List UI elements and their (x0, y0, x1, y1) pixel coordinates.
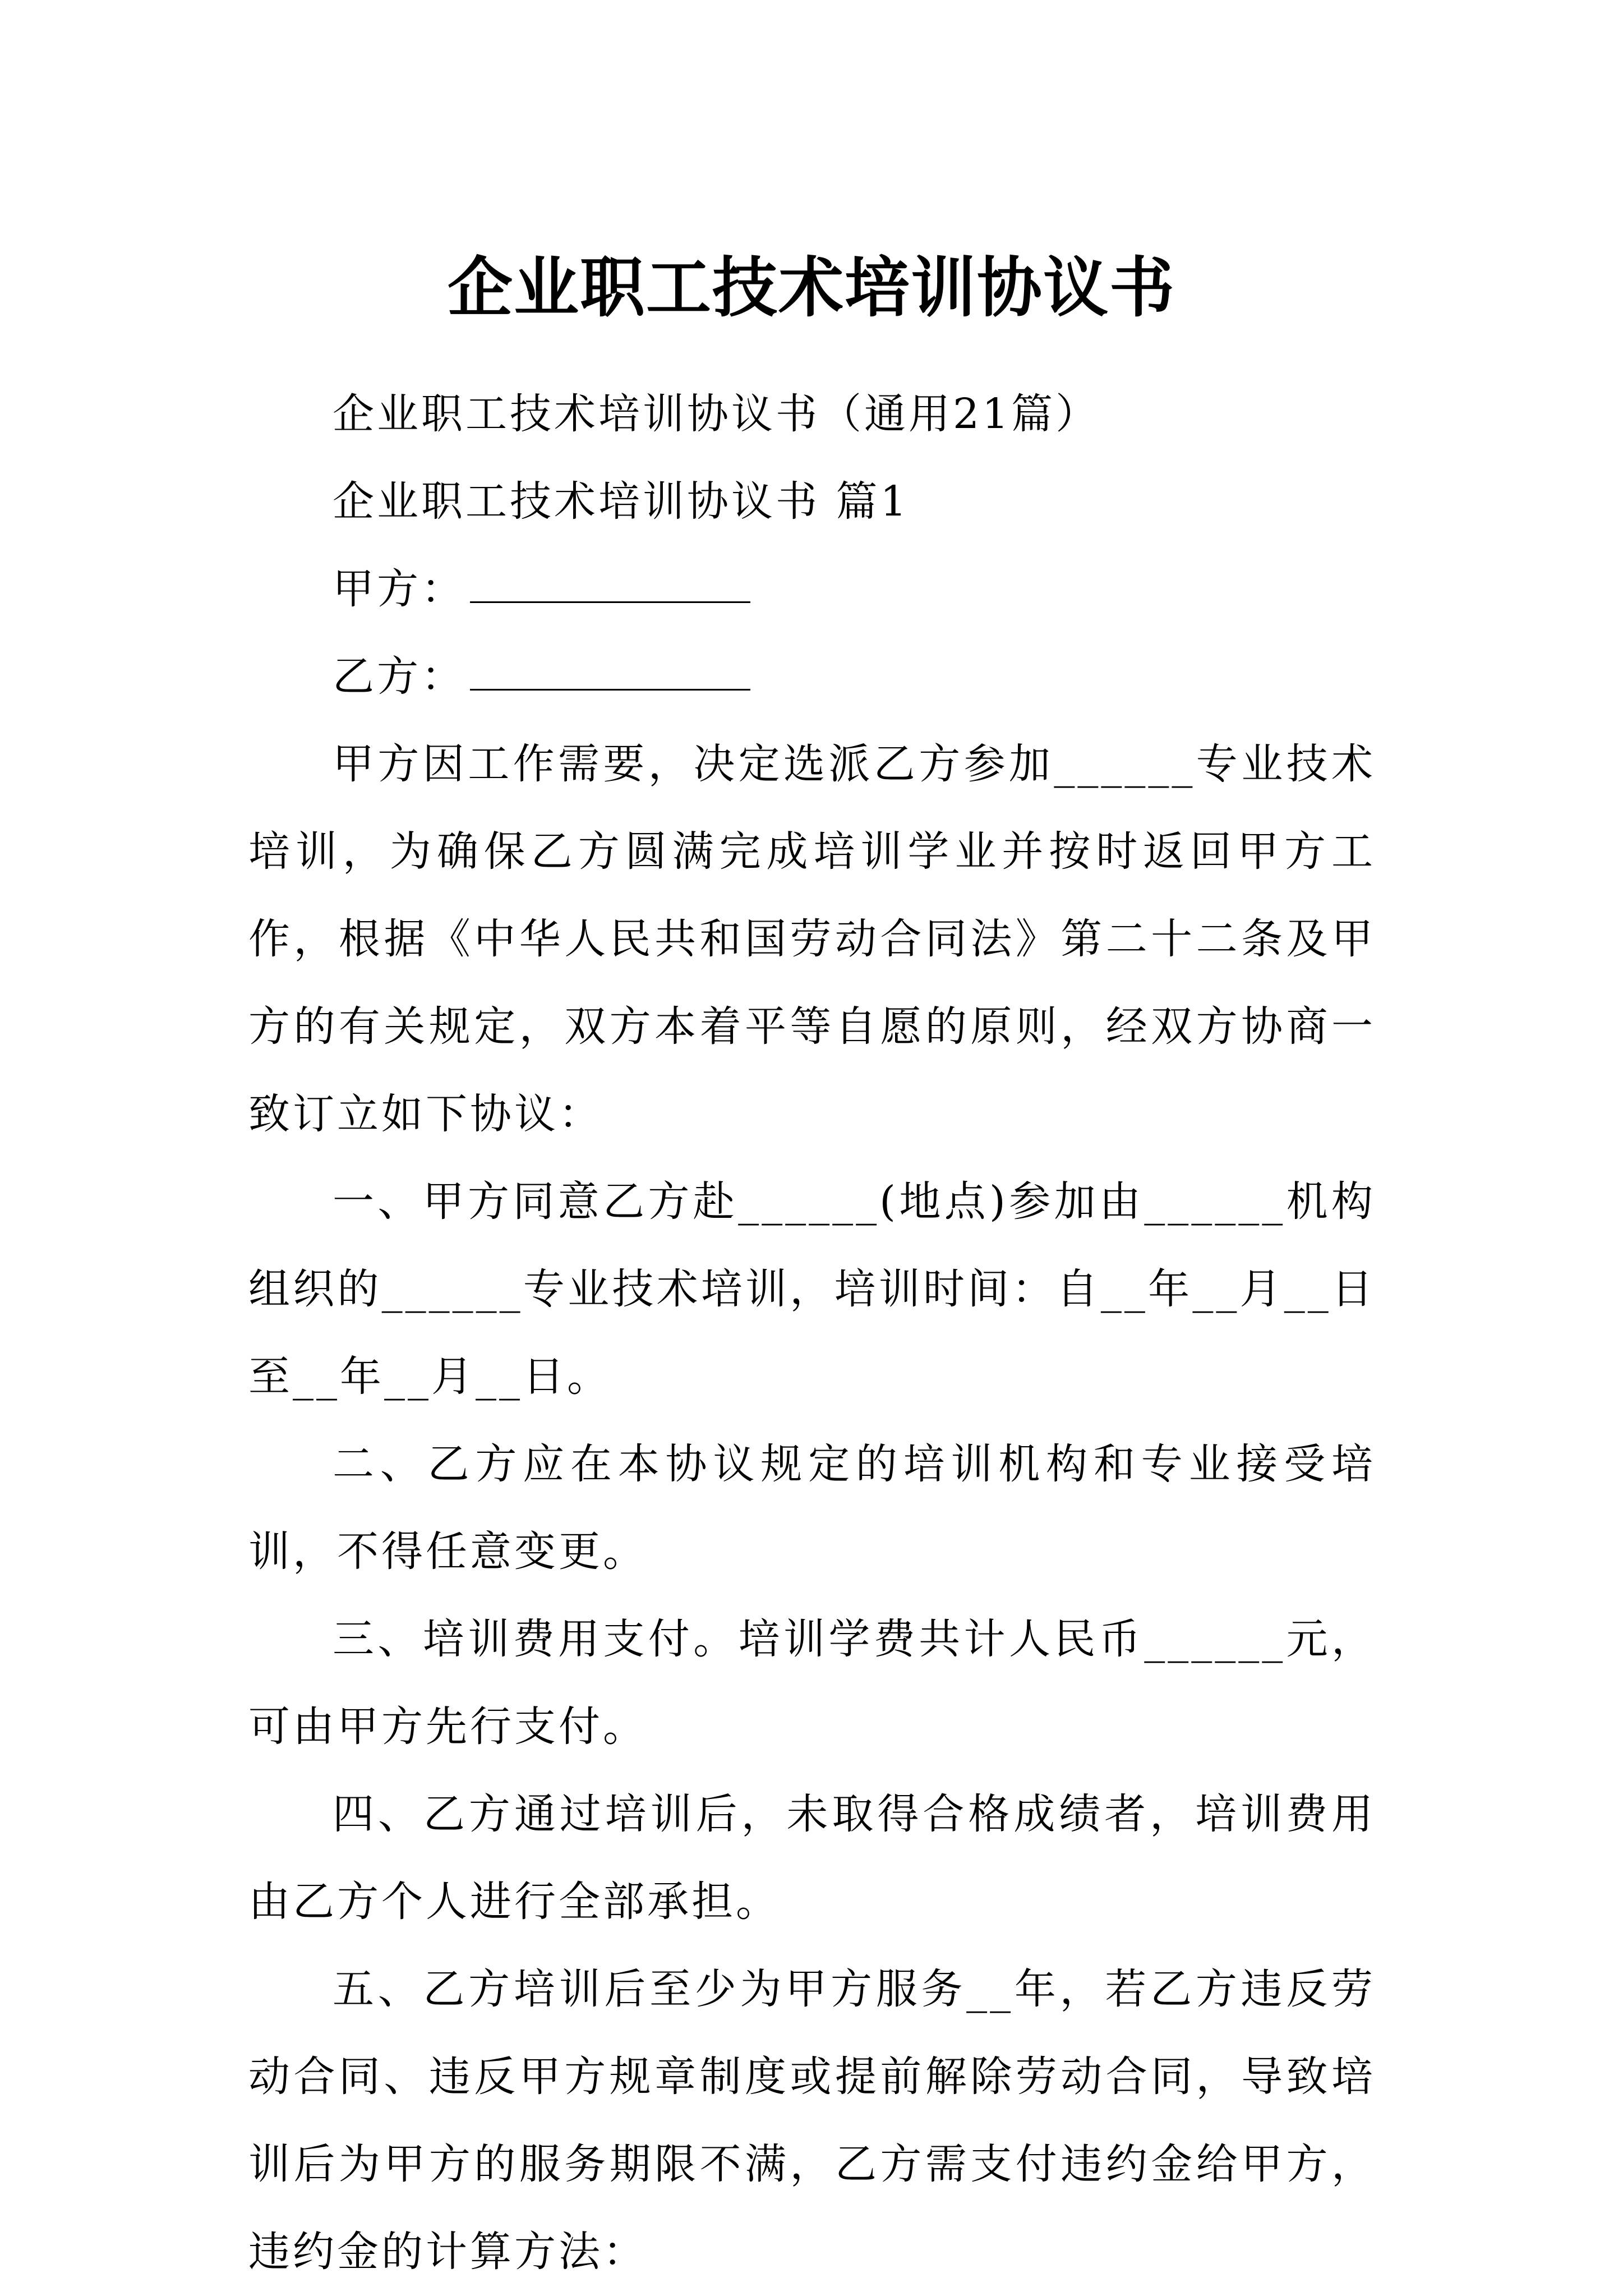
document-title: 企业职工技术培训协议书 (448, 249, 1175, 326)
party-b-line (248, 633, 1376, 720)
section-heading: 企业职工技术培训协议书 篇1 (333, 477, 910, 526)
paragraph-clause-4: 四、乙方通过培训后，未取得合格成绩者，培训费用由乙方个人进行全部承担。 (248, 1790, 1376, 1926)
paragraph-clause-2: 二、乙方应在本协议规定的培训机构和专业接受培训，不得任意变更。 (248, 1440, 1376, 1576)
document-body (248, 370, 1376, 2295)
party-b-label: 乙方： (333, 652, 465, 701)
paragraph-clause-1: 一、甲方同意乙方赴______(地点)参加由______机构组织的______专业技术培训，培训时间：自__年__月__日至__年__月__日。 (248, 1177, 1376, 1401)
party-a-line (248, 545, 1376, 633)
party-a-label: 甲方： (333, 565, 465, 613)
paragraph-clause-5: 五、乙方培训后至少为甲方服务__年，若乙方违反劳动合同、违反甲方规章制度或提前解除劳动合同，导致培训后为甲方的服务期限不满，乙方需支付违约金给甲方，违约金的计算方法： (248, 1965, 1376, 2276)
party-a-blank (470, 601, 750, 603)
document-subtitle: 企业职工技术培训协议书（通用21篇） (333, 390, 1100, 438)
party-b-blank (470, 688, 750, 691)
paragraph-intro: 甲方因工作需要，决定选派乙方参加______专业技术培训，为确保乙方圆满完成培训学业并按时返回甲方工作，根据《中华人民共和国劳动合同法》第二十二条及甲方的有关规定，双方本着平等自愿的原则，经双方协商一致订立如下协议： (248, 740, 1376, 1138)
paragraph-clause-3: 三、培训费用支付。培训学费共计人民币______元，可由甲方先行支付。 (248, 1615, 1376, 1751)
